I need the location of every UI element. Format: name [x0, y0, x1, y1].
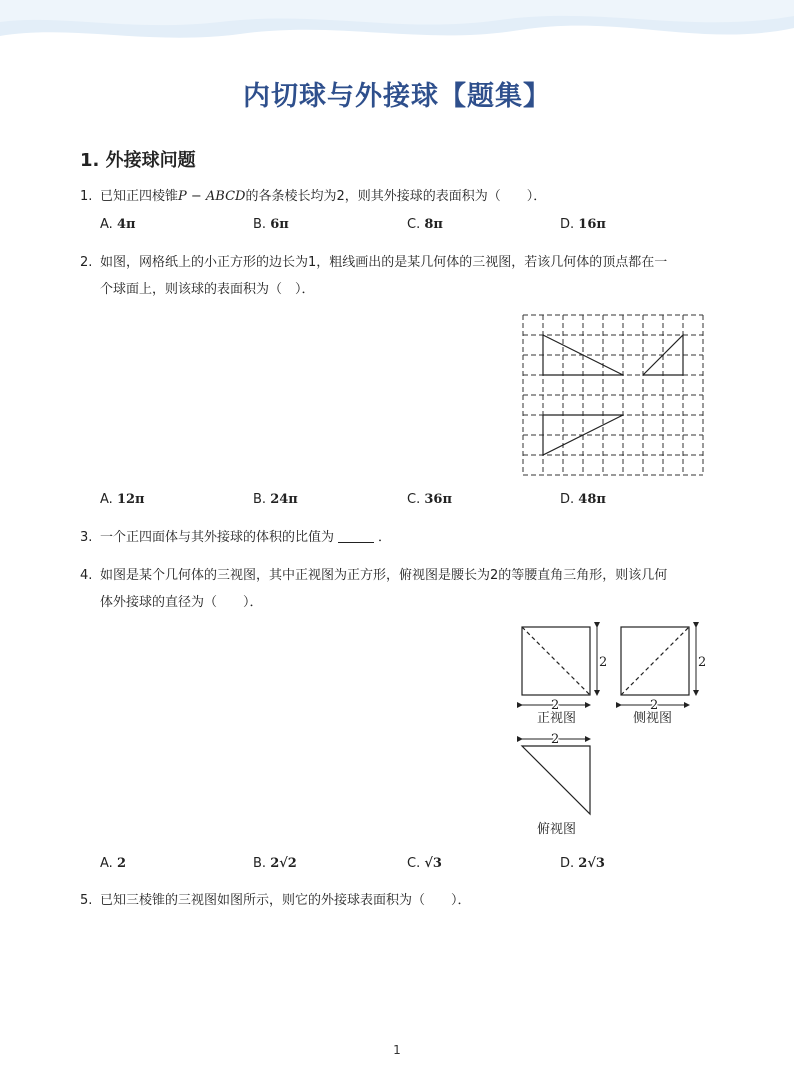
question-text: 一个正四面体与其外接球的体积的比值为 ． — [100, 530, 392, 545]
option-b[interactable]: B. 24π — [253, 492, 298, 507]
question-number: 3. — [80, 530, 93, 545]
answer-blank[interactable] — [338, 529, 374, 543]
question-text: 如图是某个几何体的三视图，其中正视图为正方形，俯视图是腰长为2的等腰直角三角形，则该几何 体外接球的直径为（ ）． — [100, 568, 668, 610]
question-number: 1. — [80, 189, 93, 204]
option-b[interactable]: B. 2√2 — [253, 856, 297, 871]
side-width-label: 2 — [650, 698, 659, 713]
option-d[interactable]: D. 2√3 — [560, 856, 605, 871]
front-width-label: 2 — [551, 698, 560, 713]
option-a[interactable]: A. 12π — [100, 492, 145, 507]
top-view — [522, 739, 590, 814]
question-text: 已知三棱锥的三视图如图所示，则它的外接球表面积为（ ）． — [100, 893, 471, 908]
option-c[interactable]: C. 36π — [407, 492, 452, 507]
option-c[interactable]: C. 8π — [407, 217, 443, 232]
side-height-label: 2 — [698, 655, 707, 670]
question-1 — [80, 183, 720, 210]
top-view-label: 俯视图 — [537, 822, 577, 837]
question-2 — [80, 249, 720, 309]
question-text: 已知正四棱锥P − ABCD的各条棱长均为2，则其外接球的表面积为（ ）． — [100, 189, 547, 204]
three-view-figure — [515, 622, 710, 840]
header-wave-decoration — [0, 0, 794, 60]
question-2-options — [100, 492, 720, 512]
math-expression: P − ABCD — [178, 189, 246, 204]
question-1-options — [100, 217, 720, 237]
page-title: 内切球与外接球【题集】 — [243, 81, 551, 112]
question-number: 4. — [80, 568, 93, 583]
question-text: 如图，网格纸上的小正方形的边长为1，粗线画出的是某几何体的三视图，若该几何体的顶点都在一 个球面上，则该球的表面积为（ ）． — [100, 255, 668, 297]
option-b[interactable]: B. 6π — [253, 217, 289, 232]
option-d[interactable]: D. 48π — [560, 492, 606, 507]
section-heading: 1. 外接球问题 — [80, 150, 196, 171]
front-height-label: 2 — [599, 655, 608, 670]
question-3 — [80, 524, 720, 551]
top-width-label: 2 — [551, 732, 560, 747]
front-view-label: 正视图 — [537, 711, 577, 726]
side-view-label: 侧视图 — [633, 711, 673, 726]
question-4-options — [100, 856, 720, 876]
question-number: 2. — [80, 255, 93, 270]
option-a[interactable]: A. 4π — [100, 217, 136, 232]
three-view-grid-figure — [520, 313, 708, 477]
question-number: 5. — [80, 893, 93, 908]
option-c[interactable]: C. √3 — [407, 856, 442, 871]
front-view — [522, 627, 597, 705]
option-d[interactable]: D. 16π — [560, 217, 606, 232]
question-5 — [80, 887, 720, 914]
side-view — [621, 627, 696, 705]
question-4 — [80, 562, 720, 622]
page-number: 1 — [393, 1043, 401, 1057]
option-a[interactable]: A. 2 — [100, 856, 126, 871]
